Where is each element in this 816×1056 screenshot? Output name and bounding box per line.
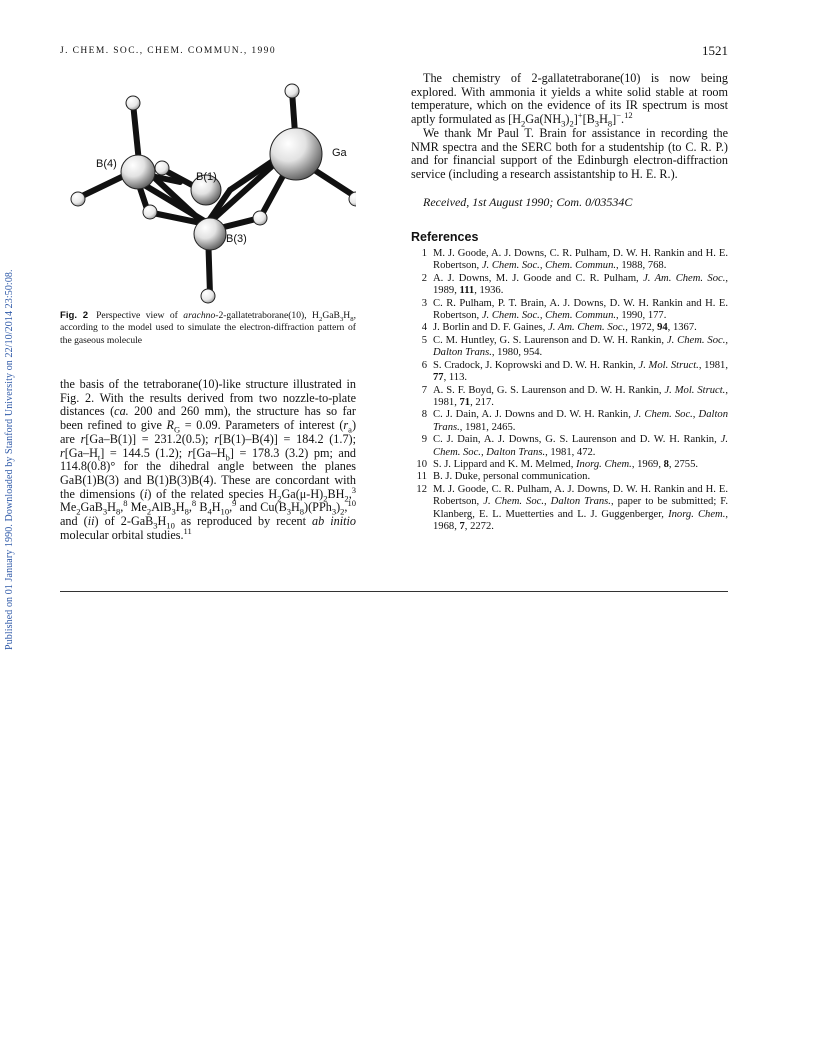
figure-caption-text: Perspective view of arachno-2-gallatetraborane(10), $H_2GaB_3H_8$, according to the model used to simulate the electron-diffraction pattern of the gaseous molecule xyxy=(60,310,356,346)
molecule-diagram xyxy=(60,72,356,308)
right-column xyxy=(411,72,728,533)
label-b3: B(3) xyxy=(226,233,247,245)
atom-h-top-right xyxy=(285,84,299,98)
atom-b4 xyxy=(121,155,155,189)
reference-text: A. S. F. Boyd, G. S. Laurenson and D. W. H. Rankin, J. Mol. Struct., 1981, 71, 217. xyxy=(433,384,728,408)
figure-2 xyxy=(60,72,356,308)
reference-number: 10 xyxy=(416,458,427,470)
reference-item xyxy=(411,322,728,334)
reference-text: S. Cradock, J. Koprowski and D. W. H. Rankin, J. Mol. Struct., 1981, 77, 113. xyxy=(433,359,728,384)
label-ga: Ga xyxy=(332,147,347,159)
reference-item xyxy=(411,360,728,385)
paragraph-acknowledgements: We thank Mr Paul T. Brain for assistance in recording the NMR spectra and the SERC both for a studentship (to C. R. P.) and for financial support of the Edinburgh electron-diffraction service (including a research assistantship to H. E. R.). xyxy=(411,125,728,181)
reference-number: 7 xyxy=(421,384,427,396)
reference-number: 8 xyxy=(421,409,427,421)
journal-running-head: J. CHEM. SOC., CHEM. COMMUN., 1990 xyxy=(60,46,276,56)
reference-text: C. R. Pulham, P. T. Brain, A. J. Downs, D. W. H. Rankin and H. E. Robertson, J. Chem. Soc., Chem. Commun., 1990, 177. xyxy=(433,297,728,322)
reference-text: J. Borlin and D. F. Gaines, J. Am. Chem. Soc., 1972, 94, 1367. xyxy=(433,322,697,334)
reference-number: 3 xyxy=(421,297,427,309)
reference-number: 11 xyxy=(416,471,427,483)
atom-ga xyxy=(270,128,322,180)
atom-h-bridge-right xyxy=(253,211,267,225)
right-paragraphs xyxy=(411,72,728,182)
atom-h-bridge-upper xyxy=(155,161,169,175)
paragraph-chemistry: The chemistry of 2-gallatetraborane(10) is now being explored. With ammonia it yields a white solid stable at room temperature, which on the evidence of its IR spectrum is most aptly formulated as $[H_2Ga(NH_3)_2]^+[B_3H_8]^-.^{12}$ xyxy=(411,71,728,129)
reference-item xyxy=(411,335,728,360)
reference-item xyxy=(411,385,728,410)
page-header xyxy=(60,43,728,62)
references-heading: References xyxy=(411,230,479,245)
reference-item xyxy=(411,298,728,323)
reference-text: M. J. Goode, A. J. Downs, C. R. Pulham, D. W. H. Rankin and H. E. Robertson, J. Chem. Soc., Chem. Commun., 1988, 768. xyxy=(433,248,728,272)
atom-h-top-left xyxy=(126,96,140,110)
references-list xyxy=(411,248,728,533)
reference-number: 9 xyxy=(421,434,427,446)
bottom-rule xyxy=(60,591,728,592)
atoms xyxy=(71,84,356,303)
reference-number: 1 xyxy=(421,248,427,260)
left-column xyxy=(60,72,357,542)
reference-number: 6 xyxy=(421,359,427,371)
reference-item xyxy=(411,409,728,434)
reference-text: M. J. Goode, C. R. Pulham, A. J. Downs, D. W. H. Rankin and H. E. Robertson, J. Chem. Soc., Dalton Trans., paper to be submitted; F. Klanberg, E. L. Muetterties and L. J. Guggenberger, Inorg. Chem., 1968, 7, 2272. xyxy=(433,483,729,532)
reference-number: 5 xyxy=(421,334,427,346)
atom-h-left xyxy=(71,192,85,206)
download-stamp-text: Published on 01 January 1990. Downloaded by Stanford University on 22/10/2014 23:50:08. xyxy=(4,269,15,650)
atom-b3 xyxy=(194,218,226,250)
label-b4: B(4) xyxy=(96,158,117,170)
reference-item xyxy=(411,484,728,534)
received-line: Received, 1st August 1990; Com. 0/03534C xyxy=(423,194,633,209)
reference-text: C. J. Dain, A. J. Downs and D. W. H. Rankin, J. Chem. Soc., Dalton Trans., 1981, 2465. xyxy=(433,409,728,433)
reference-text: B. J. Duke, personal communication. xyxy=(433,471,591,483)
reference-item xyxy=(411,434,728,459)
left-body-text: the basis of the tetraborane(10)-like structure illustrated in Fig. 2. With the results derived from two nozzle-to-plate distances (ca. 200 and 260 mm), the structure has so far been refined to give $R_G = 0.09$. Parameters of interest $(r_a)$ are r[Ga–B(1)] = 231.2(0.5); r[B(1)–B(4)] = 184.2 (1.7); $r[Ga-H_t] = 144.5$ (1.2); $r[Ga-H_b] = 178.3$ (3.2) pm; and 114.8(0.8)° for the dihedral angle between the planes GaB(1)B(3) and B(1)B(3)B(4). These are concordant with the dimensions (i) of the related species $H_2Ga(\mu-H)_2BH_2,^3$ $Me_2GaB_3H_8,^8$ $Me_2AlB_3H_8,^8$ $B_4H_{10},^9$ and $Cu(B_3H_8)(PPh_3)_2,^{10}$ and (ii) of $2-GaB_3H_{10}$ as reproduced by recent ab initio molecular orbital studies.$^{11}$ xyxy=(60,377,357,542)
reference-text: A. J. Downs, M. J. Goode and C. R. Pulham, J. Am. Chem. Soc., 1989, 111, 1936. xyxy=(433,272,729,297)
reference-number: 12 xyxy=(416,483,427,495)
reference-text: C. M. Huntley, G. S. Laurenson and D. W. H. Rankin, J. Chem. Soc., Dalton Trans., 1980, 954. xyxy=(433,334,729,359)
figure-caption-label: Fig. 2 xyxy=(60,310,89,321)
figure-caption xyxy=(60,310,356,347)
reference-number: 2 xyxy=(421,272,427,284)
page-number: 1521 xyxy=(702,43,728,58)
atom-h-bottom xyxy=(201,289,215,303)
reference-item xyxy=(411,471,728,483)
reference-text: C. J. Dain, A. J. Downs, G. S. Laurenson and D. W. H. Rankin, J. Chem. Soc., Dalton Trans., 1981, 472. xyxy=(433,434,728,458)
reference-item xyxy=(411,248,728,273)
atom-h-bridge-lower-left xyxy=(143,205,157,219)
download-stamp xyxy=(2,180,16,650)
reference-item xyxy=(411,459,728,471)
label-b1: B(1) xyxy=(196,171,217,183)
reference-item xyxy=(411,273,728,298)
reference-number: 4 xyxy=(421,322,427,334)
reference-text: S. J. Lippard and K. M. Melmed, Inorg. Chem., 1969, 8, 2755. xyxy=(433,458,699,470)
